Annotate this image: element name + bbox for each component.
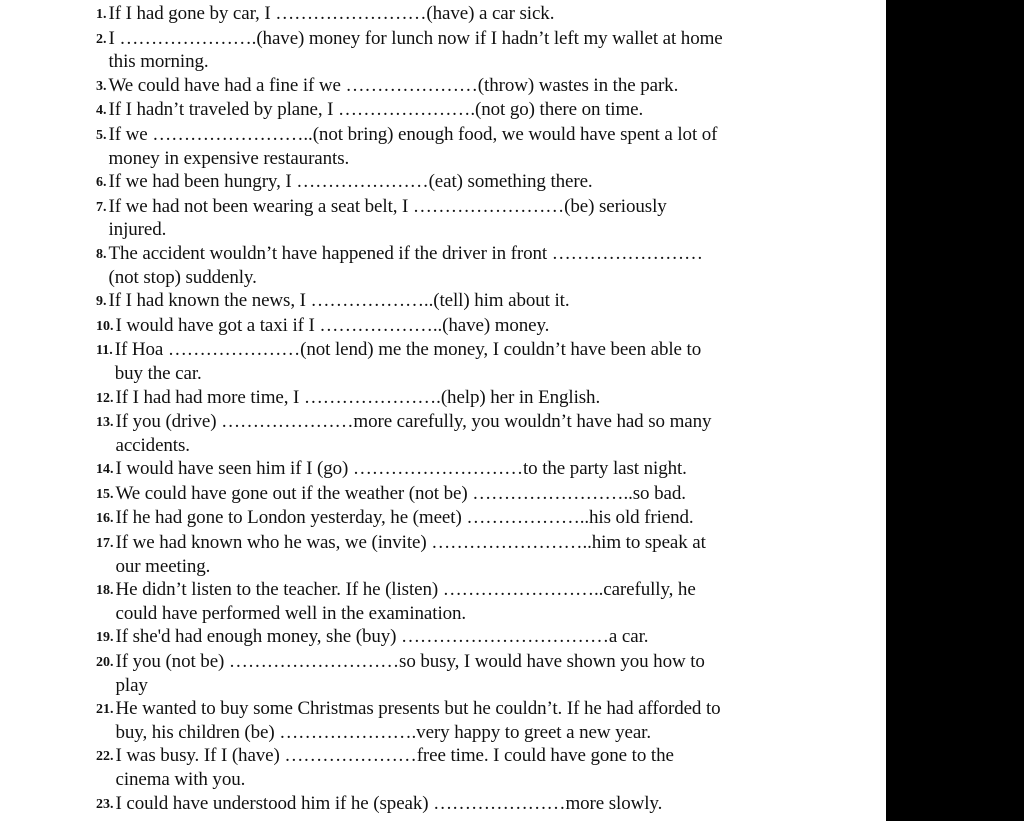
exercise-item xyxy=(96,27,876,74)
exercise-number: 19. xyxy=(96,630,114,646)
exercise-item xyxy=(96,531,876,578)
exercise-sentence: He wanted to buy some Christmas presents but he couldn’t. If he had afforded to buy, his children (be) ………………….very happy to greet a new year. xyxy=(115,698,721,743)
exercise-item xyxy=(96,314,876,339)
exercise-sentence: If he had gone to London yesterday, he (meet) ………………..his old friend. xyxy=(115,507,694,529)
exercise-item xyxy=(96,123,876,170)
exercise-sentence: I could have understood him if he (speak) …………………more slowly. xyxy=(115,792,663,814)
exercise-number: 2. xyxy=(96,31,107,47)
exercise-number: 16. xyxy=(96,511,114,527)
exercise-sentence: I was busy. If I (have) …………………free time. I could have gone to the cinema with you. xyxy=(115,745,674,790)
exercise-item xyxy=(96,578,876,625)
exercise-number: 22. xyxy=(96,749,114,765)
exercise-item xyxy=(96,410,876,457)
exercise-number: 20. xyxy=(96,655,114,671)
exercise-number: 15. xyxy=(96,486,114,502)
exercise-sentence: If I had known the news, I ………………..(tell) him about it. xyxy=(108,290,570,312)
exercise-sentence: If Hoa …………………(not lend) me the money, I couldn’t have been able to buy the car. xyxy=(114,339,702,384)
exercise-sentence: If I had had more time, I ………………….(help) her in English. xyxy=(115,386,601,408)
exercise-number: 12. xyxy=(96,390,114,406)
exercise-item xyxy=(96,506,876,531)
exercise-item xyxy=(96,744,876,791)
exercise-number: 1. xyxy=(96,7,107,22)
exercise-sentence: If we ……………………..(not bring) enough food, we would have spent a lot of money in expensive restaurants. xyxy=(108,123,718,169)
exercise-sentence: If I had gone by car, I ……………………(have) a car sick. xyxy=(108,3,555,24)
exercise-item xyxy=(96,2,876,27)
exercise-sentence: We could have had a fine if we …………………(throw) wastes in the park. xyxy=(108,74,679,96)
exercise-item xyxy=(96,792,876,817)
exercise-sentence: He didn’t listen to the teacher. If he (listen) ……………………..carefully, he could have performed well in the examination. xyxy=(115,579,696,624)
exercise-item xyxy=(96,98,876,123)
exercise-item xyxy=(96,457,876,482)
exercise-sentence: I would have seen him if I (go) ………………………to the party last night. xyxy=(115,458,687,480)
exercise-item xyxy=(96,195,876,242)
exercise-sentence: If I hadn’t traveled by plane, I ………………….(not go) there on time. xyxy=(108,99,644,121)
exercise-list xyxy=(96,2,876,816)
exercise-sentence: We could have gone out if the weather (not be) ……………………..so bad. xyxy=(115,482,686,504)
exercise-number: 5. xyxy=(96,127,107,143)
exercise-sentence: If you (not be) ………………………so busy, I would have shown you how to play xyxy=(115,651,705,696)
exercise-item xyxy=(96,625,876,650)
exercise-number: 23. xyxy=(96,796,114,812)
exercise-item xyxy=(96,289,876,314)
exercise-sentence: The accident wouldn’t have happened if the driver in front …………………… (not stop) suddenly. xyxy=(108,242,703,288)
exercise-item xyxy=(96,338,876,385)
exercise-sentence: I would have got a taxi if I ………………..(have) money. xyxy=(115,314,550,336)
exercise-number: 13. xyxy=(96,415,114,431)
exercise-item xyxy=(96,697,876,744)
exercise-sentence: If we had not been wearing a seat belt, I ……………………(be) seriously injured. xyxy=(108,195,667,241)
exercise-number: 14. xyxy=(96,462,114,478)
exercise-sentence: If we had been hungry, I …………………(eat) something there. xyxy=(108,171,593,193)
exercise-item xyxy=(96,386,876,411)
exercise-item xyxy=(96,242,876,289)
exercise-sentence: I ………………….(have) money for lunch now if I hadn’t left my wallet at home this morning. xyxy=(108,27,723,73)
exercise-sentence: If we had known who he was, we (invite) ……………………..him to speak at our meeting. xyxy=(115,532,706,577)
exercise-number: 21. xyxy=(96,702,114,718)
exercise-number: 10. xyxy=(96,318,114,334)
exercise-number: 3. xyxy=(96,78,107,94)
exercise-item xyxy=(96,170,876,195)
exercise-number: 8. xyxy=(96,246,107,262)
exercise-sentence: If you (drive) …………………more carefully, you wouldn’t have had so many accidents. xyxy=(115,411,712,456)
exercise-number: 18. xyxy=(96,583,114,599)
exercise-number: 9. xyxy=(96,294,107,310)
exercise-number: 4. xyxy=(96,103,107,119)
exercise-number: 6. xyxy=(96,175,107,191)
exercise-number: 11. xyxy=(96,343,113,359)
exercise-number: 17. xyxy=(96,536,114,552)
exercise-number: 7. xyxy=(96,199,107,215)
exercise-item xyxy=(96,482,876,507)
exercise-item xyxy=(96,74,876,99)
exercise-sentence: If she'd had enough money, she (buy) ……………………………a car. xyxy=(115,626,649,648)
exercise-item xyxy=(96,650,876,697)
